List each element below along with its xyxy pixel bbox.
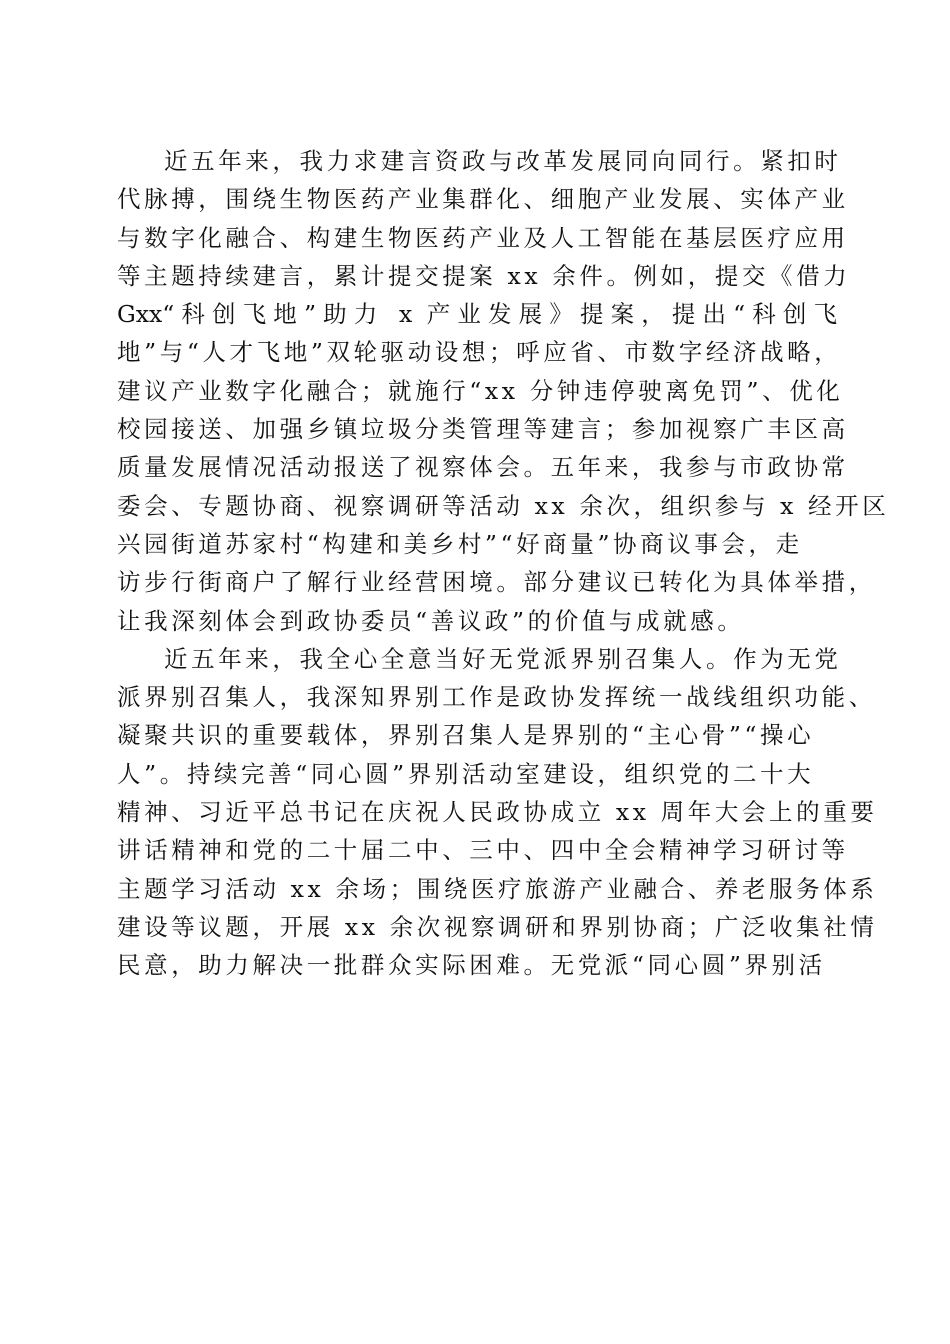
text-line: 质量发展情况活动报送了视察体会。五年来，我参与市政协常 — [117, 453, 849, 482]
text-line: 近五年来，我全心全意当好无党派界别召集人。作为无党 — [164, 644, 842, 673]
text-line: 精神、习近平总书记在庆祝人民政协成立 xx 周年大会上的重要 — [117, 798, 878, 827]
paragraph-1 — [117, 142, 890, 640]
text-line: 兴园街道苏家村“构建和美乡村”“好商量”协商议事会，走 — [117, 529, 803, 558]
text-line: Gxx“科创飞地”助力 x 产业发展》提案，提出“科创飞 — [117, 300, 837, 329]
text-line: 主题学习活动 xx 余场；围绕医疗旅游产业融合、养老服务体系 — [117, 874, 878, 903]
text-line: 访步行街商户了解行业经营困境。部分建议已转化为具体举措， — [117, 568, 876, 597]
text-line: 等主题持续建言，累计提交提案 xx 余件。例如，提交《借力 — [117, 261, 851, 290]
text-line: 校园接送、加强乡镇垃圾分类管理等建言；参加视察广丰区高 — [117, 415, 849, 444]
document-body — [117, 142, 890, 985]
text-line: 讲话精神和党的二十届二中、三中、四中全会精神学习研讨等 — [117, 836, 849, 865]
text-line: 建设等议题，开展 xx 余次视察调研和界别协商；广泛收集社情 — [117, 912, 878, 941]
paragraph-2 — [117, 640, 878, 985]
text-line: 代脉搏，围绕生物医药产业集群化、细胞产业发展、实体产业 — [117, 185, 849, 214]
text-line: 派界别召集人，我深知界别工作是政协发挥统一战线组织功能、 — [117, 683, 876, 712]
text-line: 地”与“人才飞地”双轮驱动设想；呼应省、市数字经济战略， — [117, 338, 842, 367]
text-line: 让我深刻体会到政协委员“善议政”的价值与成就感。 — [117, 606, 745, 635]
text-line: 人”。持续完善“同心圆”界别活动室建设，组织党的二十大 — [117, 759, 815, 788]
text-line: 与数字化融合、构建生物医药产业及人工智能在基层医疗应用 — [117, 223, 849, 252]
text-line: 民意，助力解决一批群众实际困难。无党派“同心圆”界别活 — [117, 951, 826, 980]
text-line: 委会、专题协商、视察调研等活动 xx 余次，组织参与 x 经开区 — [117, 491, 890, 520]
text-line: 近五年来，我力求建言资政与改革发展同向同行。紧扣时 — [164, 147, 842, 175]
text-line: 建议产业数字化融合；就施行“xx 分钟违停驶离免罚”、优化 — [117, 376, 844, 405]
text-line: 凝聚共识的重要载体，界别召集人是界别的“主心骨”“操心 — [117, 721, 815, 750]
